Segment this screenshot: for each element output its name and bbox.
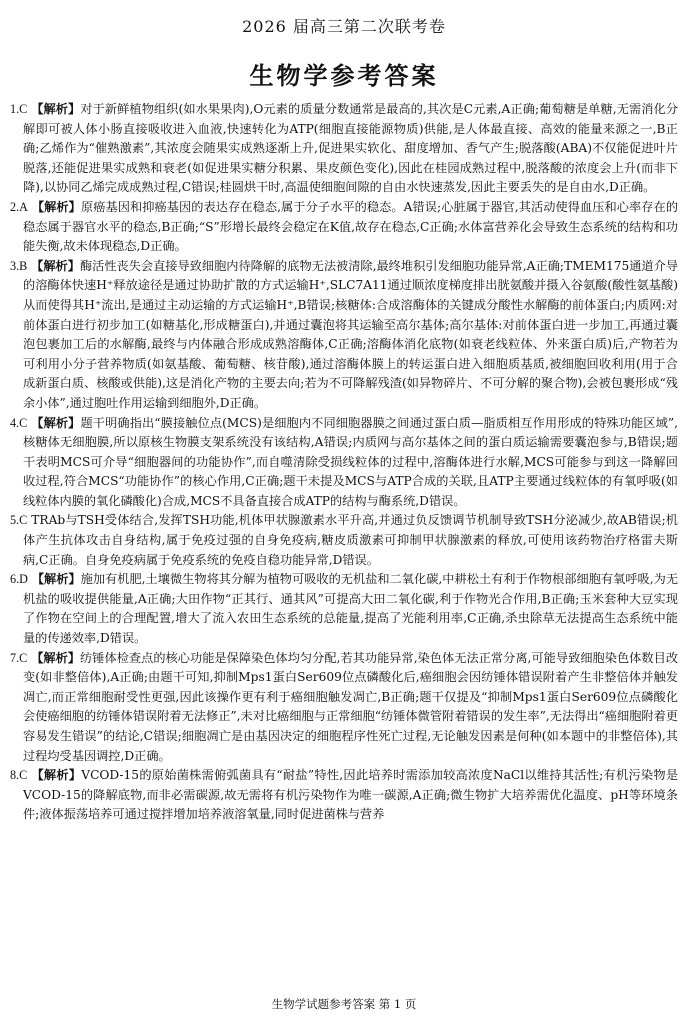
exam-title: 2026 届高三第二次联考卷 [242,17,446,36]
answer-choice: C [19,650,28,665]
answer-choice: A [19,199,28,214]
analysis-tag: 【解析】 [31,199,81,214]
question-number: 4. [10,415,20,430]
answer-choice: C [19,768,28,783]
answer-item [10,511,678,570]
analysis-text: VCOD-15的原始菌株需俯弧菌具有“耐盐”特性,因此培养时需添加较高浓度NaCl以维持其活性;有机污染物是VCOD-15的降解底物,而非必需碳源,故无需将有机污染物作为唯一碳源,A正确;微生物扩大培养需优化温度、pH等环境条件;液体振荡培养可通过搅拌增加培养液溶氧量,同时促进菌株与营养 [23,768,679,822]
question-number: 3. [10,258,20,273]
analysis-tag: 【解析】 [31,102,81,116]
answer-item [10,649,678,767]
analysis-text: 原癌基因和抑癌基因的表达存在稳态,属于分子水平的稳态。A错误;心脏属于器官,其活动使得血压和心率存在的稳态属于器官水平的稳态,B正确;“S”形增长最终会稳定在K值,故存在稳态,C正确;水体富营养化会导致生态系统的结构和功能失衡,故未体现稳态,D正确。 [23,199,679,254]
document-title: 生物学参考答案 [249,62,439,90]
answer-item [10,198,678,257]
question-number: 5. [10,513,20,528]
analysis-text: 题干明确指出“膜接触位点(MCS)是细胞内不同细胞器膜之间通过蛋白质—脂质相互作用形成的特殊功能区域”,核糖体无细胞膜,所以原核生物膜支架系统没有该结构,A错误;内质网与高尔基体之间的蛋白质运输需要囊泡参与,B错误;题干表明MCS可介导“细胞器间的功能协作”,而自噬清除受损线粒体的过程中,溶酶体进行水解,MCS可能参与到这一降解回收过程,符合MCS“功能协作”的核心作用,C正确;题干未提及MCS与ATP合成的关联,且ATP主要通过线粒体的有氧呼吸(如线粒体内膜的氧化磷酸化)合成,MCS不具备直接合成ATP的结构与酶系统,D错误。 [23,415,679,508]
analysis-tag: 【解析】 [31,650,81,665]
answer-item [10,100,678,198]
analysis-tag: 【解析】 [31,768,82,783]
answer-choice: D [19,572,28,587]
question-number: 7. [10,650,20,665]
analysis-text: 施加有机肥,土壤微生物将其分解为植物可吸收的无机盐和二氧化碳,中耕松土有利于作物根部细胞有氧呼吸,为无机盐的吸收提供能量,A正确;大田作物“正其行、通其风”可提高大田二氧化碳,利于作物光合作用,B正确;玉米套种大豆实现了作物在空间上的合理配置,增大了流入农田生态系统的总能量,提高了光能利用率,C正确,杀虫除草无法提高生态系统中能量的传递效率,D错误。 [23,572,679,646]
analysis-tag: 【解析】 [31,572,81,587]
analysis-tag: 【解析】 [31,415,81,430]
answer-list [10,100,678,825]
question-number: 6. [10,572,20,587]
answer-choice: C [19,513,28,528]
analysis-tag: 【解析】 [31,258,80,273]
answer-item [10,414,678,512]
analysis-text: 酶活性丧失会直接导致细胞内待降解的底物无法被清除,最终堆积引发细胞功能异常,A正确;TMEM175通道介导的溶酶体快速H⁺释放途径是通过协助扩散的方式运输H⁺,SLC7A11通过顺浓度梯度排出胱氨酸并摄入谷氨酸(酸性氨基酸)从而使得其H⁺流出,是通过主动运输的方式运输H⁺,B错误;核糖体:合成溶酶体的关键成分酸性水解酶的前体蛋白;内质网:对前体蛋白进行初步加工(如糖基化,形成糖蛋白),并通过囊泡将其运输至高尔基体;高尔基体:对前体蛋白进一步加工,再通过囊泡包裹加工后的水解酶,最终与内体融合形成成熟溶酶体,C正确;溶酶体消化底物(如衰老线粒体、外来蛋白质)后,产物若为可利用小分子营养物质(如氨基酸、葡萄糖、核苷酸),通过溶酶体膜上的转运蛋白进入细胞质基质,被细胞回收利用(用于合成新蛋白质、核酸或供能),这是消化产物的主要去向;若为不可降解残渣(如异物碎片、不可分解的聚合物),会被包裹形成“残余小体”,通过胞吐作用运输到细胞外,D正确。 [23,258,679,410]
question-number: 2. [10,199,20,214]
question-number: 8. [10,768,20,783]
answer-choice: B [19,258,28,273]
analysis-text: 对于新鲜植物组织(如水果果肉),O元素的质量分数通常是最高的,其次是C元素,A正确;葡萄糖是单糖,无需消化分解即可被人体小肠直接吸收进入血液,快速转化为ATP(细胞直接能源物质)供能,是人体最直接、高效的能量来源之一,B正确;乙烯作为“催熟激素”,其浓度会随果实成熟逐渐上升,促进果实软化、甜度增加、香气产生;脱落酸(ABA)不仅能促进叶片脱落,还能促进果实成熟和衰老(如促进果实糖分积累、果皮颜色变化),因此在桂园成熟过程中,脱落酸的浓度会上升(而非下降),以协同乙烯完成成熟过程,C错误;桂圆烘干时,高温使细胞间隙的自由水快速蒸发,因此主要丢失的是自由水,D正确。 [23,102,679,195]
answer-item [10,257,678,414]
page-footer: 生物学试题参考答案 第 1 页 [271,997,417,1011]
question-number: 1. [10,102,20,116]
answer-item [10,766,678,825]
answer-choice: C [19,415,28,430]
answer-item [10,570,678,648]
analysis-text: 纺锤体检查点的核心功能是保障染色体均匀分配,若其功能异常,染色体无法正常分离,可能导致细胞染色体数目改变(如非整倍体),A正确;由题干可知,抑制Mps1蛋白Ser609位点磷酸化后,癌细胞会因纺锤体错误附着产生非整倍体并触发凋亡,而正常细胞耐受性更强,因此该操作更有利于癌细胞触发凋亡,B正确;题干仅提及“抑制Mps1蛋白Ser609位点磷酸化会使癌细胞的纺锤体错误附着无法修正”,未对比癌细胞与正常细胞“纺锤体微管附着错误的发生率”,无法得出“癌细胞附着更容易发生错误”的结论,C错误;细胞凋亡是由基因决定的细胞程序性死亡过程,无论触发因素是何种(如本题中的非整倍体),其过程均受基因调控,D正确。 [23,650,679,763]
analysis-text: TRAb与TSH受体结合,发挥TSH功能,机体甲状腺激素水平升高,并通过负反馈调节机制导致TSH分泌减少,故AB错误;机体产生抗体攻击自身结构,属于免疫过强的自身免疫病,糖皮质激素可抑制甲状腺激素的释放,可使用该药物治疗格雷夫斯病,C正确。自身免疫病属于免疫系统的免疫自稳功能异常,D错误。 [23,513,678,567]
answer-choice: C [19,102,28,116]
